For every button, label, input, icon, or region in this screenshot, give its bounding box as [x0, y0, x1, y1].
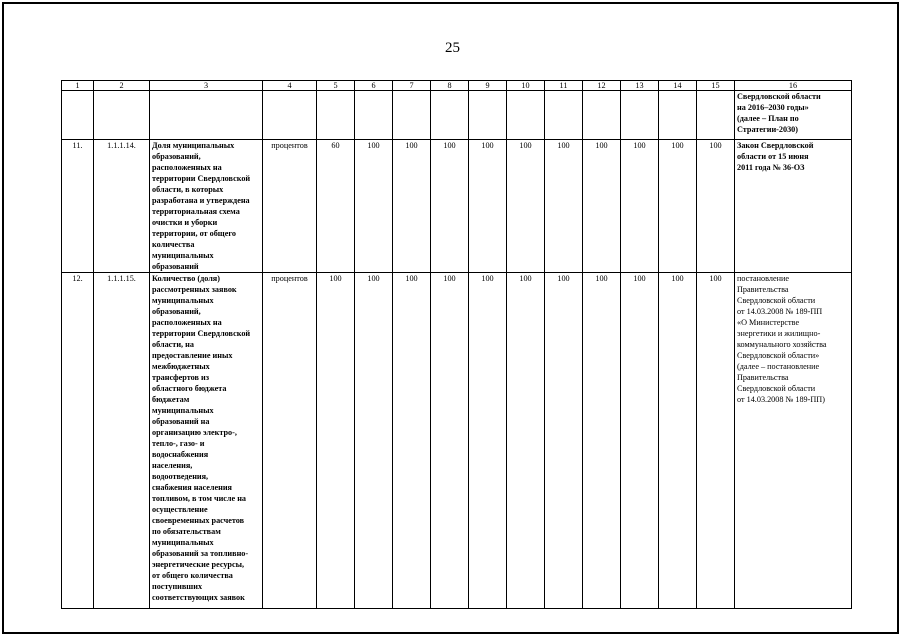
row-number-cell: 12. [62, 273, 94, 609]
table-row [62, 273, 852, 609]
value-cell: 100 [697, 140, 735, 273]
value-cell: 100 [355, 273, 393, 609]
empty-cell [317, 91, 355, 140]
empty-cell [697, 91, 735, 140]
empty-cell [355, 91, 393, 140]
empty-cell [62, 91, 94, 140]
col-header-2: 2 [94, 81, 150, 91]
unit-cell: процентов [263, 273, 317, 609]
value-cell: 100 [393, 273, 431, 609]
value-cell: 100 [317, 273, 355, 609]
empty-cell [431, 91, 469, 140]
value-cell: 100 [659, 273, 697, 609]
value-cell: 100 [507, 140, 545, 273]
value-cell: 100 [469, 273, 507, 609]
value-cell: 100 [431, 140, 469, 273]
value-cell: 100 [697, 273, 735, 609]
unit-cell: процентов [263, 140, 317, 273]
col-header-15: 15 [697, 81, 735, 91]
value-cell: 100 [393, 140, 431, 273]
col-header-3: 3 [150, 81, 263, 91]
indicator-table [61, 80, 852, 609]
col-header-7: 7 [393, 81, 431, 91]
empty-cell [583, 91, 621, 140]
page-number: 25 [445, 40, 460, 56]
col-header-6: 6 [355, 81, 393, 91]
col-header-4: 4 [263, 81, 317, 91]
value-cell: 100 [545, 140, 583, 273]
indicator-name-cell: Доля муниципальных образований, расположенных на территории Свердловской области, в которых разработана и утверждена территориальная схема очистки и уборки территории, от общего количества муниципальных образований [150, 140, 263, 273]
col-header-12: 12 [583, 81, 621, 91]
table-row [62, 140, 852, 273]
col-header-9: 9 [469, 81, 507, 91]
value-cell: 100 [583, 140, 621, 273]
col-header-1: 1 [62, 81, 94, 91]
col-header-5: 5 [317, 81, 355, 91]
indicator-name-cell: Количество (доля) рассмотренных заявок муниципальных образований, расположенных на территории Свердловской области, на предоставление иных межбюджетных трансфертов из областного бюджета бюджетам муниципальных образований на организацию электро-, тепло-, газо- и водоснабжения населения, водоотведения, снабжения населения топливом, в том числе на осуществление своевременных расчетов по обязательствам муниципальных образований за топливно- энергетические ресурсы, от общего количества поступивших соответствующих заявок [150, 273, 263, 609]
indicator-code-cell: 1.1.1.14. [94, 140, 150, 273]
value-cell: 100 [545, 273, 583, 609]
col-header-14: 14 [659, 81, 697, 91]
col-header-8: 8 [431, 81, 469, 91]
legal-basis-cell: Свердловской области на 2016–2030 годы» (далее – План по Стратегии-2030) [735, 91, 852, 140]
row-number-cell: 11. [62, 140, 94, 273]
value-cell: 100 [469, 140, 507, 273]
empty-cell [393, 91, 431, 140]
empty-cell [94, 91, 150, 140]
empty-cell [263, 91, 317, 140]
legal-basis-cell: постановление Правительства Свердловской области от 14.03.2008 № 189-ПП «О Министерстве энергетики и жилищно- коммунального хозяйства Свердловской области» (далее – постановление Правительства Свердловской области от 14.03.2008 № 189-ПП) [735, 273, 852, 609]
value-cell: 100 [431, 273, 469, 609]
empty-cell [469, 91, 507, 140]
empty-cell [659, 91, 697, 140]
indicator-code-cell: 1.1.1.15. [94, 273, 150, 609]
col-header-10: 10 [507, 81, 545, 91]
legal-basis-cell: Закон Свердловской области от 15 июня 2011 года № 36-ОЗ [735, 140, 852, 273]
value-cell: 100 [621, 273, 659, 609]
value-cell: 60 [317, 140, 355, 273]
value-cell: 100 [621, 140, 659, 273]
table-row-continuation [62, 91, 852, 140]
value-cell: 100 [355, 140, 393, 273]
col-header-16: 16 [735, 81, 852, 91]
col-header-13: 13 [621, 81, 659, 91]
col-header-11: 11 [545, 81, 583, 91]
empty-cell [507, 91, 545, 140]
header-row [62, 81, 852, 91]
value-cell: 100 [659, 140, 697, 273]
value-cell: 100 [507, 273, 545, 609]
value-cell: 100 [583, 273, 621, 609]
empty-cell [150, 91, 263, 140]
empty-cell [545, 91, 583, 140]
empty-cell [621, 91, 659, 140]
